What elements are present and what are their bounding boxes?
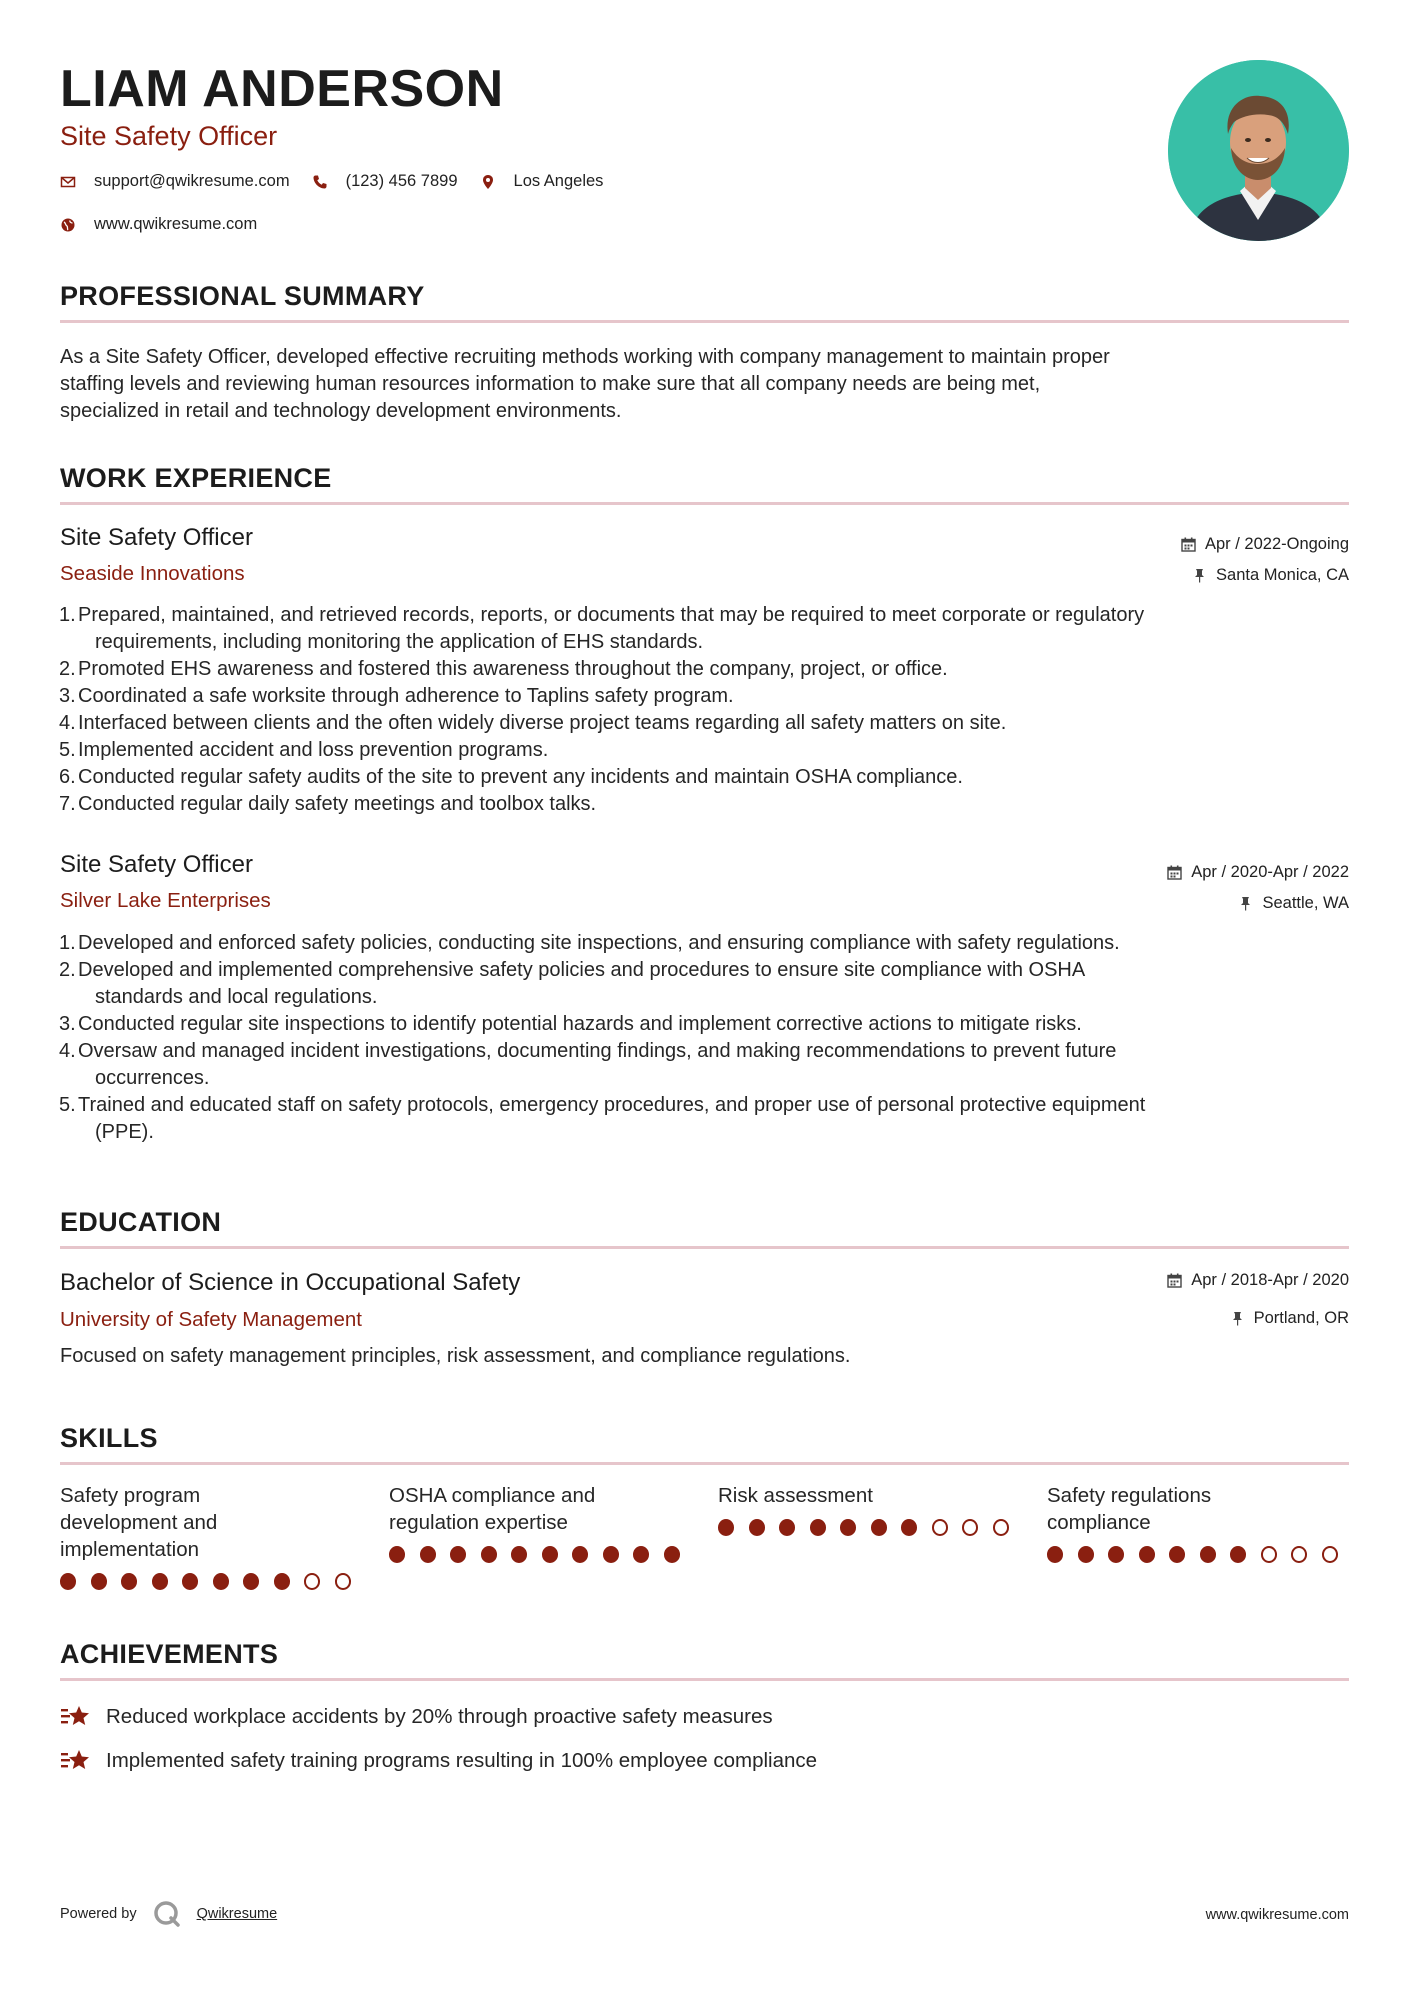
footer-powered-by	[60, 1900, 277, 1928]
list-item-text: requirements, including monitoring the application of EHS standards.	[95, 631, 704, 653]
list-item: 5. Implemented accident and loss prevention programs.	[60, 737, 1349, 764]
rating-dot-empty	[1291, 1546, 1307, 1563]
rating-dot-filled	[901, 1519, 917, 1536]
candidate-title: Site Safety Officer	[60, 121, 278, 151]
contact-location-text: Los Angeles	[513, 172, 604, 190]
rating-dot-empty	[335, 1573, 351, 1590]
rating-dot-filled	[664, 1546, 680, 1563]
job-responsibilities	[60, 930, 1349, 1146]
job-location	[1238, 893, 1349, 913]
section-divider	[60, 1246, 1349, 1249]
phone-icon	[312, 174, 328, 190]
contact-row	[60, 172, 625, 191]
rating-dot-filled	[542, 1546, 558, 1563]
rating-dot-filled	[91, 1573, 107, 1590]
education-school: University of Safety Management	[60, 1308, 362, 1331]
rating-dot-filled	[274, 1573, 290, 1590]
skill-name	[718, 1482, 1023, 1509]
calendar-icon	[1167, 865, 1182, 880]
list-item-text: Implemented accident and loss prevention programs.	[78, 739, 549, 761]
rating-dot-filled	[60, 1573, 76, 1590]
rating-dot-empty	[932, 1519, 948, 1536]
rating-dot-filled	[1139, 1546, 1155, 1563]
list-item: 4. Interfaced between clients and the often widely diverse project teams regarding all safety matters on site.	[60, 710, 1349, 737]
education-location	[1230, 1308, 1349, 1328]
job-location-text: Seattle, WA	[1262, 894, 1349, 912]
star-award-icon	[60, 1747, 92, 1775]
list-item: 3. Coordinated a safe worksite through adherence to Taplins safety program.	[60, 683, 1349, 710]
job-dates-text: Apr / 2020-Apr / 2022	[1191, 863, 1349, 881]
summary-line: As a Site Safety Officer, developed effective recruiting methods working with company management to maintain proper	[60, 346, 1110, 368]
skill-item	[1047, 1482, 1352, 1563]
section-divider	[60, 1678, 1349, 1681]
skill-name-line: Safety regulations	[1047, 1484, 1212, 1507]
list-item-text: Coordinated a safe worksite through adherence to Taplins safety program.	[78, 685, 734, 707]
achievement-text: Implemented safety training programs resulting in 100% employee compliance	[106, 1749, 818, 1772]
list-item: 1. Developed and enforced safety policies, conducting site inspections, and ensuring compliance with safety regulations.	[60, 930, 1349, 957]
summary-line: specialized in retail and technology development environments.	[60, 400, 622, 422]
list-item-text: Oversaw and managed incident investigations, documenting findings, and making recommendations to prevent future	[78, 1040, 1117, 1062]
list-item: 6. Conducted regular safety audits of the site to prevent any incidents and maintain OSHA compliance.	[60, 764, 1349, 791]
list-item: 2. Developed and implemented comprehensive safety policies and procedures to ensure site compliance with OSHA standards and local regulations.	[60, 957, 1349, 1011]
rating-dot-filled	[1230, 1546, 1246, 1563]
rating-dot-empty	[993, 1519, 1009, 1536]
qwikresume-logo-icon	[153, 1900, 181, 1928]
job-location	[1192, 565, 1349, 585]
list-item-text: Conducted regular site inspections to identify potential hazards and implement corrective actions to mitigate risks.	[78, 1013, 1082, 1035]
list-item: 7. Conducted regular daily safety meetings and toolbox talks.	[60, 791, 1349, 818]
list-item-text: Prepared, maintained, and retrieved records, reports, or documents that may be required to meet corporate or regulatory	[78, 604, 1145, 626]
summary-text	[60, 344, 1349, 425]
skill-name-line: implementation	[60, 1538, 200, 1561]
summary-heading: PROFESSIONAL SUMMARY	[60, 281, 425, 311]
rating-dot-filled	[749, 1519, 765, 1536]
pushpin-icon	[1238, 896, 1253, 911]
skills-heading: SKILLS	[60, 1423, 158, 1453]
rating-dot-filled	[840, 1519, 856, 1536]
footer-brand-link[interactable]: Qwikresume	[196, 1906, 278, 1922]
list-item-text: Conducted regular daily safety meetings and toolbox talks.	[78, 793, 597, 815]
profile-photo	[1168, 60, 1349, 241]
rating-dot-filled	[1200, 1546, 1216, 1563]
education-description: Focused on safety management principles, risk assessment, and compliance regulations.	[60, 1345, 851, 1367]
pushpin-icon	[1230, 1311, 1245, 1326]
skill-rating	[389, 1546, 694, 1563]
job-location-text: Santa Monica, CA	[1216, 566, 1349, 584]
skill-name-line: development and	[60, 1511, 218, 1534]
contact-email[interactable]	[60, 172, 290, 191]
rating-dot-filled	[603, 1546, 619, 1563]
rating-dot-filled	[481, 1546, 497, 1563]
rating-dot-filled	[1078, 1546, 1094, 1563]
skill-rating	[60, 1573, 365, 1590]
pushpin-icon	[1192, 568, 1207, 583]
education-location-text: Portland, OR	[1253, 1309, 1349, 1327]
rating-dot-filled	[718, 1519, 734, 1536]
rating-dot-filled	[420, 1546, 436, 1563]
job-dates-text: Apr / 2022-Ongoing	[1204, 535, 1349, 553]
skill-item	[389, 1482, 694, 1563]
contact-location	[480, 172, 604, 191]
skill-name-line: Risk assessment	[718, 1484, 873, 1507]
map-pin-icon	[480, 174, 496, 190]
list-item: 2. Promoted EHS awareness and fostered this awareness throughout the company, project, or office.	[60, 656, 1349, 683]
rating-dot-empty	[1261, 1546, 1277, 1563]
rating-dot-filled	[450, 1546, 466, 1563]
contact-phone[interactable]	[312, 172, 458, 191]
contact-row-web	[60, 215, 279, 234]
section-divider	[60, 502, 1349, 505]
rating-dot-filled	[389, 1546, 405, 1563]
rating-dot-filled	[1047, 1546, 1063, 1563]
rating-dot-filled	[511, 1546, 527, 1563]
skill-name	[389, 1482, 694, 1536]
job-dates	[1167, 862, 1349, 882]
calendar-icon	[1167, 1273, 1182, 1288]
skill-name	[1047, 1482, 1352, 1536]
powered-by-text: Powered by	[60, 1906, 137, 1922]
education-dates-text: Apr / 2018-Apr / 2020	[1191, 1271, 1349, 1289]
section-divider	[60, 320, 1349, 323]
achievements-heading: ACHIEVEMENTS	[60, 1639, 279, 1669]
skill-item	[60, 1482, 365, 1590]
section-divider	[60, 1462, 1349, 1465]
skill-name	[60, 1482, 365, 1563]
skill-name-line: Safety program	[60, 1484, 201, 1507]
rating-dot-filled	[779, 1519, 795, 1536]
rating-dot-empty	[304, 1573, 320, 1590]
education-dates	[1167, 1270, 1349, 1290]
achievement-text: Reduced workplace accidents by 20% through proactive safety measures	[106, 1705, 773, 1728]
list-item-text: Conducted regular safety audits of the site to prevent any incidents and maintain OSHA compliance.	[78, 766, 963, 788]
skill-name-line: compliance	[1047, 1511, 1151, 1534]
envelope-icon	[60, 174, 76, 190]
rating-dot-filled	[243, 1573, 259, 1590]
contact-website-text: www.qwikresume.com	[94, 215, 258, 233]
rating-dot-empty	[1322, 1546, 1338, 1563]
achievement-item	[60, 1747, 817, 1775]
contact-website[interactable]	[60, 215, 257, 234]
job-title: Site Safety Officer	[60, 851, 253, 878]
rating-dot-filled	[810, 1519, 826, 1536]
footer-url[interactable]: www.qwikresume.com	[1205, 1907, 1349, 1923]
rating-dot-empty	[962, 1519, 978, 1536]
education-heading: EDUCATION	[60, 1207, 222, 1237]
list-item: 1. Prepared, maintained, and retrieved records, reports, or documents that may be required to meet corporate or regulatory requirements, including monitoring the application of EHS standards.	[60, 602, 1349, 656]
job-company: Silver Lake Enterprises	[60, 889, 271, 912]
list-item: 5. Trained and educated staff on safety protocols, emergency procedures, and proper use of personal protective equipment (PPE).	[60, 1092, 1349, 1146]
list-item-text: (PPE).	[95, 1121, 154, 1143]
list-item-text: Promoted EHS awareness and fostered this awareness throughout the company, project, or office.	[78, 658, 948, 680]
rating-dot-filled	[152, 1573, 168, 1590]
rating-dot-filled	[871, 1519, 887, 1536]
star-award-icon	[60, 1703, 92, 1731]
summary-line: staffing levels and reviewing human resources information to make sure that all company needs are being met,	[60, 373, 1041, 395]
skill-item	[718, 1482, 1023, 1536]
rating-dot-filled	[182, 1573, 198, 1590]
list-item-text: Developed and enforced safety policies, conducting site inspections, and ensuring compliance with safety regulations.	[78, 932, 1120, 954]
rating-dot-filled	[572, 1546, 588, 1563]
experience-heading: WORK EXPERIENCE	[60, 463, 332, 493]
skill-rating	[1047, 1546, 1352, 1563]
contact-phone-text: (123) 456 7899	[345, 172, 458, 190]
skill-name-line: OSHA compliance and	[389, 1484, 596, 1507]
list-item-text: Developed and implemented comprehensive safety policies and procedures to ensure site compliance with OSHA	[78, 959, 1086, 981]
education-degree: Bachelor of Science in Occupational Safety	[60, 1269, 521, 1296]
list-item-text: Trained and educated staff on safety protocols, emergency procedures, and proper use of personal protective equipment	[78, 1094, 1146, 1116]
achievement-item	[60, 1703, 773, 1731]
rating-dot-filled	[1169, 1546, 1185, 1563]
rating-dot-filled	[633, 1546, 649, 1563]
job-responsibilities	[60, 602, 1349, 818]
list-item-text: Interfaced between clients and the often widely diverse project teams regarding all safety matters on site.	[78, 712, 1007, 734]
list-item-text: occurrences.	[95, 1067, 210, 1089]
job-dates	[1181, 534, 1349, 554]
calendar-icon	[1181, 537, 1196, 552]
rating-dot-filled	[213, 1573, 229, 1590]
list-item: 3. Conducted regular site inspections to identify potential hazards and implement corrective actions to mitigate risks.	[60, 1011, 1349, 1038]
job-company: Seaside Innovations	[60, 562, 245, 585]
contact-email-text: support@qwikresume.com	[94, 172, 290, 190]
rating-dot-filled	[1108, 1546, 1124, 1563]
list-item-text: standards and local regulations.	[95, 986, 378, 1008]
job-title: Site Safety Officer	[60, 524, 253, 551]
list-item: 4. Oversaw and managed incident investigations, documenting findings, and making recommendations to prevent future occurrences.	[60, 1038, 1349, 1092]
candidate-name: LIAM ANDERSON	[60, 60, 504, 118]
globe-icon	[60, 217, 76, 233]
rating-dot-filled	[121, 1573, 137, 1590]
skill-name-line: regulation expertise	[389, 1511, 568, 1534]
skill-rating	[718, 1519, 1023, 1536]
